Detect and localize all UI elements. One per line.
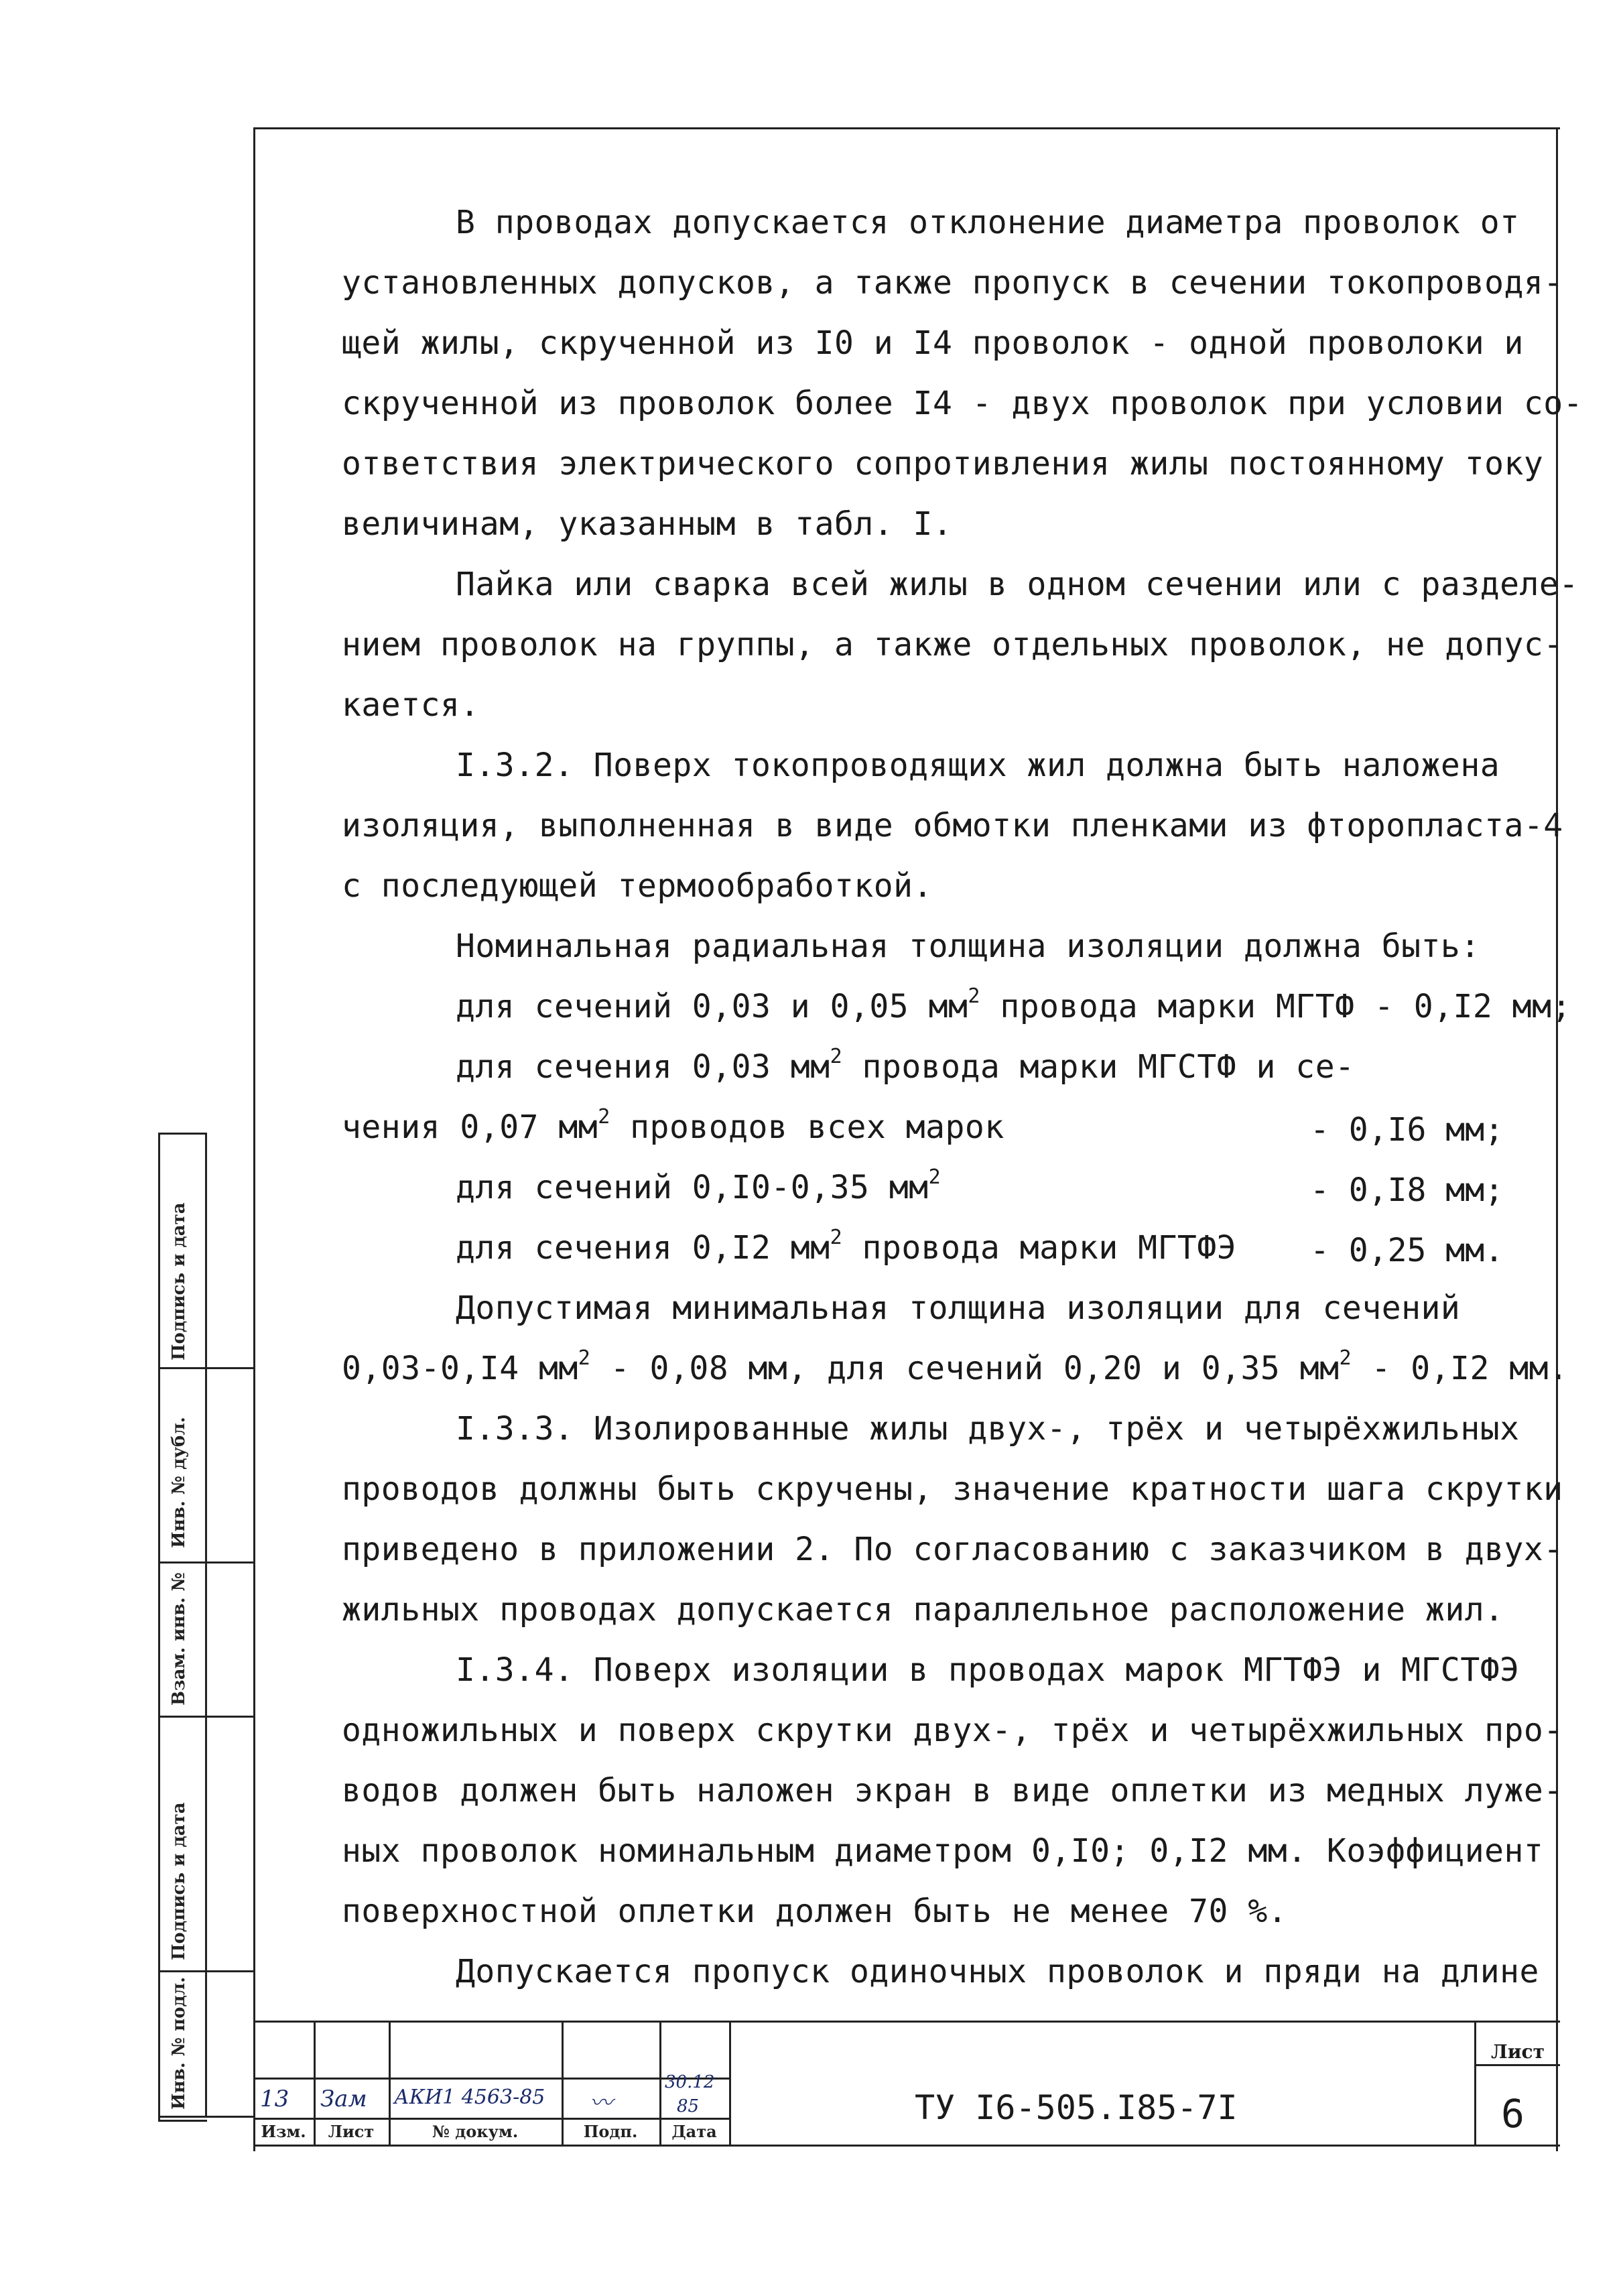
side-stamp-divider xyxy=(158,1970,253,1972)
text-line: Пайка или сварка всей жилы в одном сечении или с разделе- xyxy=(456,566,1579,603)
text-line: нием проволок на группы, а также отдельных проволок, не допус- xyxy=(342,626,1563,663)
section-heading-1-3-4: I.3.4. Поверх изоляции в проводах марок МГТФЭ и МГСТФЭ xyxy=(456,1651,1520,1689)
text-line: В проводах допускается отклонение диаметра проволок от xyxy=(456,204,1520,241)
side-label-podpis-data: Подпись и дата xyxy=(169,1202,189,1360)
text-line: чения 0,07 $мм^2$ проводов всех марок xyxy=(342,1105,1004,1146)
text-line: для сечения 0,03 $мм^2$ провода марки МГСТФ и се- xyxy=(456,1045,1355,1086)
text-line: изоляция, выполненная в виде обмотки пленками из фторопласта-4 xyxy=(342,807,1563,844)
side-stamp-divider xyxy=(158,1716,253,1718)
thickness-value: - 0,I8 мм; xyxy=(1310,1171,1504,1209)
text-line: ответствия электрического сопротивления жилы постоянному току xyxy=(342,445,1544,483)
thickness-value: - 0,25 мм. xyxy=(1310,1232,1504,1269)
text-line: величинам, указанным в табл. I. xyxy=(342,505,953,543)
text-line: поверхностной оплетки должен быть не менее 70 %. xyxy=(342,1893,1288,1930)
text-line: Номинальная радиальная толщина изоляции должна быть: xyxy=(456,928,1480,965)
text-line: Допускается пропуск одиночных проволок и пряди на длине xyxy=(456,1953,1539,1990)
titleblock-bottom-line xyxy=(253,2145,1560,2147)
titleblock-row-line xyxy=(253,2118,729,2120)
side-stamp-divider xyxy=(158,1367,253,1369)
text-line: жильных проводах допускается параллельное расположение жил. xyxy=(342,1591,1504,1629)
titleblock-col-line xyxy=(1474,2021,1476,2145)
label-list: Лист xyxy=(328,2122,375,2141)
text-line: проводов должны быть скручены, значение кратности шага скрутки xyxy=(342,1470,1563,1508)
change-date: 30.12 xyxy=(665,2072,715,2092)
text-line: одножильных и поверх скрутки двух-, трёх и четырёхжильных про- xyxy=(342,1712,1563,1749)
text-line: с последующей термообработкой. xyxy=(342,867,933,905)
change-number: 13 xyxy=(260,2086,289,2112)
change-sheet: Зам xyxy=(320,2086,367,2112)
change-doc-number: АКИ1 4563-85 xyxy=(394,2086,545,2109)
document-code: ТУ I6-505.I85-7I xyxy=(915,2088,1238,2127)
change-date-year: 85 xyxy=(677,2096,700,2116)
label-izm: Изм. xyxy=(261,2122,306,2141)
signature: 〰 xyxy=(590,2090,612,2116)
sheet-box-line xyxy=(1474,2064,1560,2066)
titleblock-row-line xyxy=(253,2078,729,2080)
label-data: Дата xyxy=(671,2122,717,2141)
frame-top-border xyxy=(253,127,1560,129)
text-line: для сечения 0,I2 $мм^2$ провода марки МГТФЭ xyxy=(456,1226,1237,1267)
text-line: для сечений 0,I0-0,35 $мм^2$ xyxy=(456,1165,942,1206)
section-heading-1-3-2: I.3.2. Поверх токопроводящих жил должна быть наложена xyxy=(456,747,1500,784)
titleblock-top-line xyxy=(253,2021,1560,2023)
titleblock-col-line xyxy=(729,2021,731,2145)
thickness-value: - 0,I6 мм; xyxy=(1310,1111,1504,1149)
text-line: щей жилы, скрученной из I0 и I4 проволок - одной проволоки и xyxy=(342,324,1524,362)
side-label-vzam-inv: Взам. инв. № xyxy=(169,1572,189,1706)
text-line: 0,03-0,I4 $мм^2 - 0,08$ мм, для сечений 0,20 и 0,35 $мм^2 - 0,I2$ мм. xyxy=(342,1346,1569,1387)
text-line: установленных допусков, а также пропуск в сечении токопроводя- xyxy=(342,264,1563,302)
text-line: скрученной из проволок более I4 - двух проволок при условии со- xyxy=(342,385,1583,422)
side-label-inv-podl: Инв. № подл. xyxy=(169,1976,189,2110)
text-line: приведено в приложении 2. По согласованию с заказчиком в двух- xyxy=(342,1531,1563,1568)
side-label-podpis-data: Подпись и дата xyxy=(169,1802,189,1960)
side-label-inv-dubl: Инв. № дубл. xyxy=(169,1417,189,1548)
label-podp: Подп. xyxy=(583,2122,638,2141)
text-line: Допустимая минимальная толщина изоляции для сечений xyxy=(456,1289,1461,1327)
side-stamp-divider xyxy=(158,2116,253,2118)
text-line: кается. xyxy=(342,686,480,724)
section-heading-1-3-3: I.3.3. Изолированные жилы двух-, трёх и четырёхжильных xyxy=(456,1410,1520,1448)
sheet-number: 6 xyxy=(1501,2091,1524,2136)
text-line: для сечений 0,03 и 0,05 $мм^2$ провода марки МГТФ - 0,I2 мм; xyxy=(456,984,1571,1025)
side-stamp-divider xyxy=(158,1561,253,1564)
text-line: ных проволок номинальным диаметром 0,I0; 0,I2 мм. Коэффициент xyxy=(342,1832,1544,1870)
text-line: водов должен быть наложен экран в виде оплетки из медных луже- xyxy=(342,1772,1563,1809)
frame-right-border xyxy=(1556,127,1558,2151)
sheet-label: Лист xyxy=(1491,2041,1545,2063)
label-doc: № докум. xyxy=(432,2122,519,2141)
